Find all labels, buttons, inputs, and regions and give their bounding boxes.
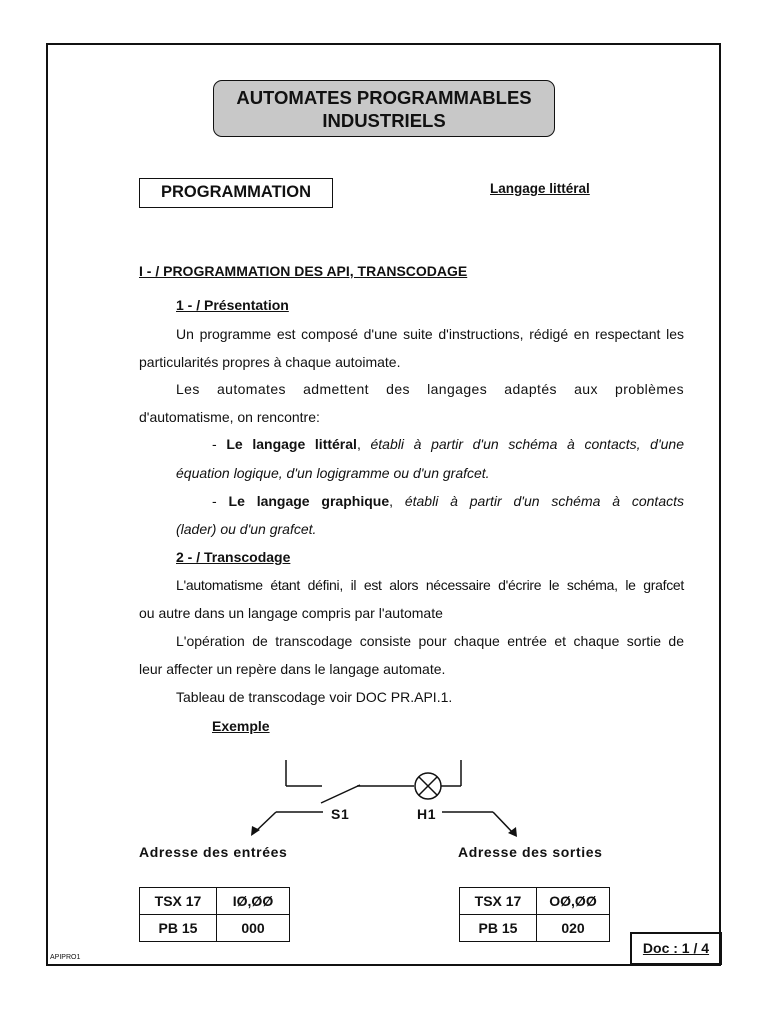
language-heading: Langage littéral <box>490 181 590 196</box>
label-h1: H1 <box>417 806 437 822</box>
transcodage-p2-line2: leur affecter un repère dans le langage automate. <box>139 661 446 677</box>
doc-reference-box <box>630 932 722 965</box>
heading-exemple: Exemple <box>212 718 270 734</box>
table-cell: PB 15 <box>460 915 537 942</box>
doc-reference: Doc : 1 / 4 <box>642 940 710 956</box>
term-langage-litteral: Le langage littéral <box>226 436 357 452</box>
transcodage-p2-line1: L'opération de transcodage consiste pour chaque entrée et chaque sortie de <box>176 633 684 649</box>
section-box: PROGRAMMATION <box>139 178 333 208</box>
table-cell: 000 <box>217 915 290 942</box>
transcodage-p1-line1: L'automatisme étant défini, il est alors nécessaire d'écrire le schéma, le grafcet <box>176 577 684 593</box>
term-comma: , <box>356 436 371 452</box>
heading-transcodage: 2 - / Transcodage <box>176 549 291 565</box>
definition-litteral-line1: établi à partir d'un schéma à contacts, d'une <box>370 436 685 452</box>
definition-graphique-line1: établi à partir d'un schéma à contacts <box>404 493 684 509</box>
inputs-address-label: Adresse des entrées <box>139 844 288 860</box>
switch-s1-blade <box>321 785 360 803</box>
title-line-1: AUTOMATES PROGRAMMABLES <box>236 87 532 108</box>
table-cell: 020 <box>537 915 610 942</box>
table-cell: PB 15 <box>140 915 217 942</box>
heading-programmation: I - / PROGRAMMATION DES API, TRANSCODAGE <box>139 263 468 279</box>
table-cell: TSX 17 <box>140 888 217 915</box>
arrow-h1-diagonal <box>493 812 514 834</box>
presentation-p1-line2: particularités propres à chaque autoimate. <box>139 354 401 370</box>
transcodage-p1-line2: ou autre dans un langage compris par l'automate <box>139 605 443 621</box>
table-cell: OØ,ØØ <box>537 888 610 915</box>
title-line-2: INDUSTRIELS <box>322 110 446 131</box>
presentation-p1-line1: Un programme est composé d'une suite d'instructions, rédigé en respectant les <box>176 326 684 342</box>
outputs-address-label: Adresse des sorties <box>458 844 603 860</box>
term-comma: , <box>389 493 405 509</box>
table-row <box>140 888 290 915</box>
table-cell: IØ,ØØ <box>217 888 290 915</box>
label-s1: S1 <box>331 806 350 822</box>
table-row <box>140 915 290 942</box>
inputs-address-table <box>139 887 290 942</box>
arrow-s1-head-icon <box>251 826 260 836</box>
presentation-p2-line2: d'automatisme, on rencontre: <box>139 409 320 425</box>
footer-code: APIPRO1 <box>50 954 81 961</box>
list-item-prefix: - <box>212 493 229 509</box>
list-item-prefix: - <box>212 436 227 452</box>
presentation-p2-line1: Les automates admettent des langages adaptés aux problèmes <box>176 381 684 397</box>
heading-presentation: 1 - / Présentation <box>176 297 289 313</box>
table-row <box>460 915 610 942</box>
term-langage-graphique: Le langage graphique <box>228 493 390 509</box>
outputs-address-table <box>459 887 610 942</box>
definition-litteral-line2: équation logique, d'un logigramme ou d'un grafcet. <box>176 465 490 481</box>
definition-graphique-line2: (lader) ou d'un grafcet. <box>176 521 317 537</box>
table-row <box>460 888 610 915</box>
table-cell: TSX 17 <box>460 888 537 915</box>
transcodage-p3: Tableau de transcodage voir DOC PR.API.1. <box>176 689 453 705</box>
